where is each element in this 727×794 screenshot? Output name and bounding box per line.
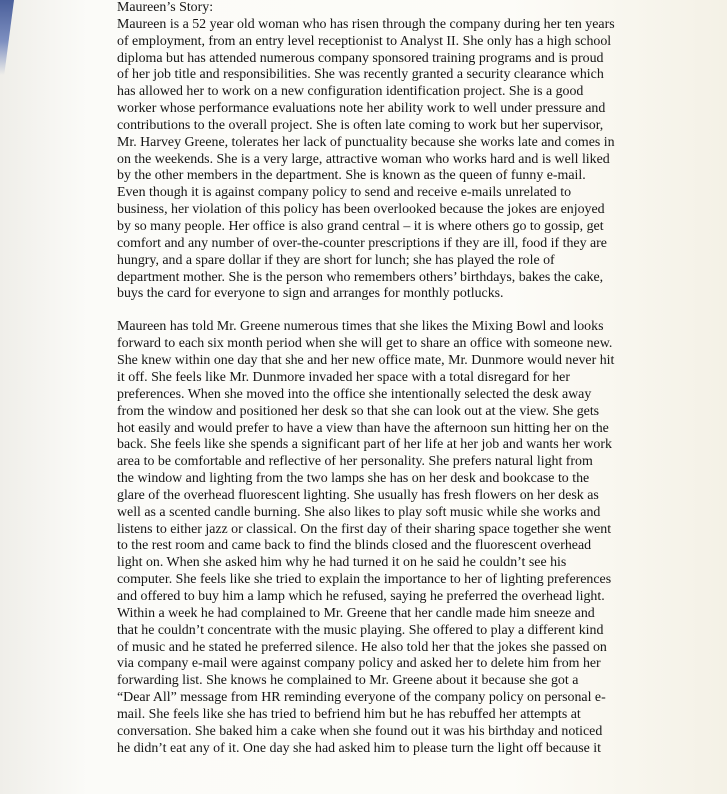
paragraph-1-line: contributions to the overall project. She is often late coming to work but her supervisor,	[117, 117, 604, 133]
paragraph-2-line: the window and lighting from the two lamps she has on her desk and bookcase to the	[117, 471, 590, 487]
paragraph-1-line: Maureen is a 52 year old woman who has risen through the company during her ten years	[117, 16, 615, 32]
story-text	[117, 0, 637, 757]
paragraph-2-line: via company e-mail were against company policy and asked her to delete him from her	[117, 656, 601, 672]
paragraph-1-line: Even though it is against company policy to send and receive e-mails unrelated to	[117, 185, 572, 201]
paragraph-1	[117, 17, 637, 303]
paragraph-2-line: well as a scented candle burning. She also likes to play soft music while she works and	[117, 504, 601, 520]
paragraph-2-line: Within a week he had complained to Mr. Greene that her candle made him sneeze and	[117, 605, 595, 621]
paragraph-2-line: mail. She feels like she has tried to befriend him but he has rebuffed her attempts at	[117, 706, 581, 722]
paragraph-2-line: hot easily and would prefer to have a view than have the afternoon sun hitting her on the	[117, 420, 609, 436]
paragraph-1-line: business, her violation of this policy has been overlooked because the jokes are enjoyed	[117, 202, 605, 218]
paragraph-2-line: Maureen has told Mr. Greene numerous times that she likes the Mixing Bowl and looks	[117, 319, 604, 335]
binder-edge-shadow	[0, 0, 14, 75]
paragraph-1-line: department mother. She is the person who remembers others’ birthdays, bakes the cake,	[117, 269, 604, 285]
paragraph-1-line: hungry, and a spare dollar if they are short for lunch; she has played the role of	[117, 252, 555, 268]
paragraph-1-line: of her job title and responsibilities. She was recently granted a security clearance which	[117, 67, 604, 83]
paragraph-1-line: Mr. Harvey Greene, tolerates her lack of punctuality because she works late and comes in	[117, 134, 615, 150]
paragraph-1-line: buys the card for everyone to sign and arranges for monthly potlucks.	[117, 286, 504, 302]
paragraph-2-line: light on. When she asked him why he had turned it on he said he couldn’t see his	[117, 555, 567, 571]
paragraph-2-line: glare of the overhead fluorescent lighting. She usually has fresh flowers on her desk as	[117, 487, 599, 503]
paragraph-2-line: forwarding list. She knows he complained to Mr. Greene about it because she got a	[117, 673, 579, 689]
paragraph-2-line: of music and he stated he preferred silence. He also told her that the jokes she passed on	[117, 639, 607, 655]
paragraph-2	[117, 319, 637, 757]
paragraph-2-line: and offered to buy him a lamp which he refused, saying he preferred the overhead light.	[117, 588, 605, 604]
paragraph-2-line: computer. She feels like she tried to explain the importance to her of lighting preferences	[117, 572, 612, 588]
story-heading: Maureen’s Story:	[117, 0, 214, 15]
paragraph-1-line: on the weekends. She is a very large, attractive woman who works hard and is well liked	[117, 151, 610, 167]
paragraph-2-line: listens to either jazz or classical. On the first day of their sharing space together she went	[117, 521, 612, 537]
paragraph-2-line: he didn’t eat any of it. One day she had asked him to please turn the light off because it	[117, 740, 601, 756]
paragraph-2-line: preferences. When she moved into the office she intentionally selected the desk away	[117, 386, 592, 402]
paragraph-1-line: by the other members in the department. She is known as the queen of funny e-mail.	[117, 168, 586, 184]
paragraph-1-line: by so many people. Her office is also grand central – it is where others go to gossip, get	[117, 218, 604, 234]
paragraph-2-line: to the rest room and came back to find the blinds closed and the fluorescent overhead	[117, 538, 592, 554]
paragraph-2-line: from the window and positioned her desk so that she can look out at the view. She gets	[117, 403, 600, 419]
paragraph-2-line: She knew within one day that she and her new office mate, Mr. Dunmore would never hit	[117, 353, 615, 369]
paragraph-1-line: diploma but has attended numerous company sponsored training programs and is proud	[117, 50, 604, 66]
paragraph-1-line: of employment, from an entry level receptionist to Analyst II. She only has a high school	[117, 33, 612, 49]
paragraph-2-line: conversation. She baked him a cake when she found out it was his birthday and noticed	[117, 723, 603, 739]
paragraph-1-line: comfort and any number of over-the-counter prescriptions if they are ill, food if they are	[117, 235, 607, 251]
paragraph-gap	[117, 303, 637, 319]
paragraph-2-line: it off. She feels like Mr. Dunmore invaded her space with a total disregard for her	[117, 370, 570, 386]
paragraph-1-line: has allowed her to work on a new configuration identification project. She is a good	[117, 84, 584, 100]
paragraph-2-line: back. She feels like she spends a significant part of her life at her job and wants her work	[117, 437, 612, 453]
paragraph-1-line: worker whose performance evaluations note her ability work to well under pressure and	[117, 101, 606, 117]
paragraph-2-line: forward to each six month period when she will get to share an office with someone new.	[117, 336, 613, 352]
paragraph-2-line: “Dear All” message from HR reminding everyone of the company policy on personal e-	[117, 690, 606, 706]
paragraph-2-line: area to be comfortable and reflective of her personality. She prefers natural light from	[117, 454, 593, 470]
paragraph-2-line: that he couldn’t concentrate with the music playing. She offered to play a different kind	[117, 622, 604, 638]
